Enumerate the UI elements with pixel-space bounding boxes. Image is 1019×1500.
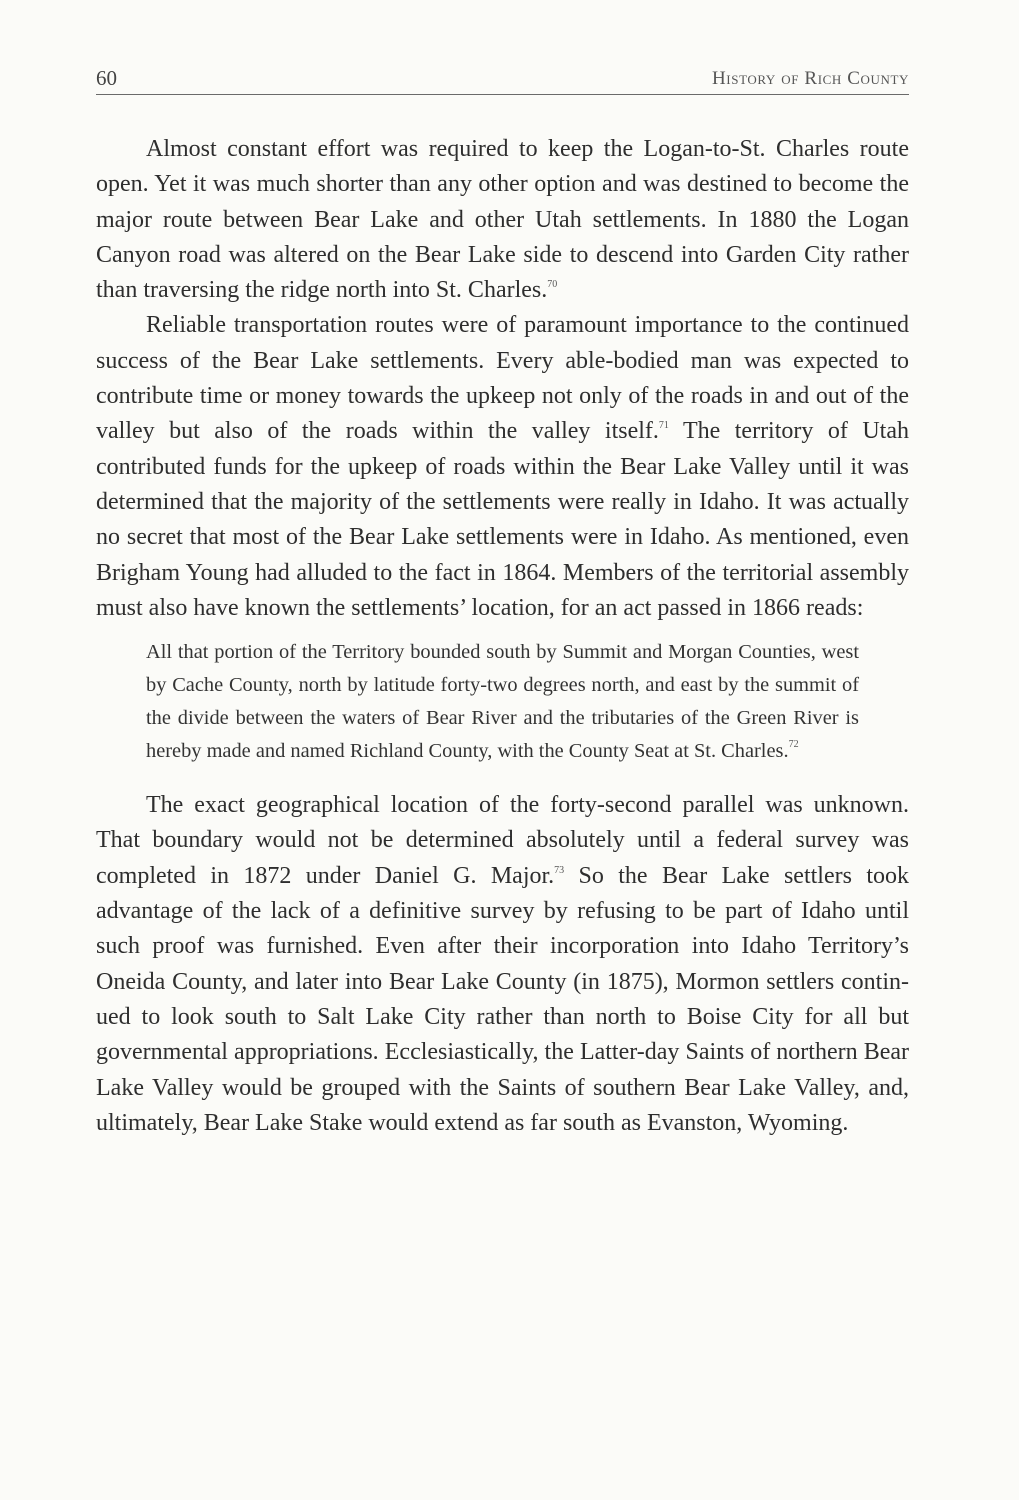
running-head: [96, 64, 909, 95]
paragraph-route-logan: [96, 132, 909, 308]
footnote-ref-72: 72: [788, 739, 799, 751]
paragraph-forty-second-parallel: [96, 788, 909, 1141]
paragraph-text: Almost constant effort was required to keep the Logan-to-St. Charles route open. Yet it was much shorter than any other option and was destined to become the major route between Bear Lake and other Utah settlements. In 1880 the Logan Canyon road was altered on the Bear Lake side to descend into Garden City rather than traversing the ridge north into St. Charles.: [96, 136, 909, 304]
footnote-ref-73: 73: [554, 864, 565, 876]
paragraph-text: Reliable transportation routes were of paramount importance to the continued success of the Bear Lake settlements. Every able-bodied man was expected to contribute time or money towards the upkeep not only of the roads in and out of the valley but also of the roads within the valley itself.: [96, 312, 909, 445]
paragraph-text: So the Bear Lake settlers took advantage of the lack of a definitive survey by refusing to be part of Idaho until such proof was furnished. Even after their incorporation into Idaho Territory’s Oneida County, and later into Bear Lake County (in 1875), Mormon settlers continued to look south to Salt Lake City rather than north to Boise City for all but governmental appropriations. Ecclesiastically, the Latter-day Saints of northern Bear Lake Valley would be grouped with the Saints of southern Bear Lake Valley, and, ultimately, Bear Lake Stake would extend as far south as Evanston, Wyoming.: [96, 862, 909, 1136]
quote-text: All that portion of the Territory bounded south by Summit and Morgan Counties, west by Cache County, north by latitude forty-two degrees north, and east by the summit of the divide between the waters of Bear River and the tributaries of the Green River is hereby made and named Richland County, with the County Seat at St. Charles.: [146, 641, 859, 763]
paragraph-text: The exact geographical location of the forty-second parallel was unknown. That boundary would not be determined absolutely until a federal survey was completed in 1872 under Daniel G. Major.: [96, 792, 909, 889]
block-quote-act-1866: [146, 636, 859, 768]
paragraph-transportation: [96, 308, 909, 626]
paragraph-text: The territory of Utah contributed funds for the upkeep of roads within the Bear Lake Valley until it was determined that the majority of the settlements were really in Idaho. It was actually no secret that most of the Bear Lake settlements were in Idaho. As mentioned, even Brigham Young had alluded to the fact in 1864. Members of the territorial assembly must also have known the settlements’ location, for an act passed in 1866 reads:: [96, 418, 909, 621]
footnote-ref-70: 70: [547, 279, 558, 291]
body-text: [96, 132, 909, 1141]
footnote-ref-71: 71: [658, 420, 669, 432]
running-title: History of Rich County: [711, 68, 909, 89]
page-number: 60: [96, 66, 117, 90]
